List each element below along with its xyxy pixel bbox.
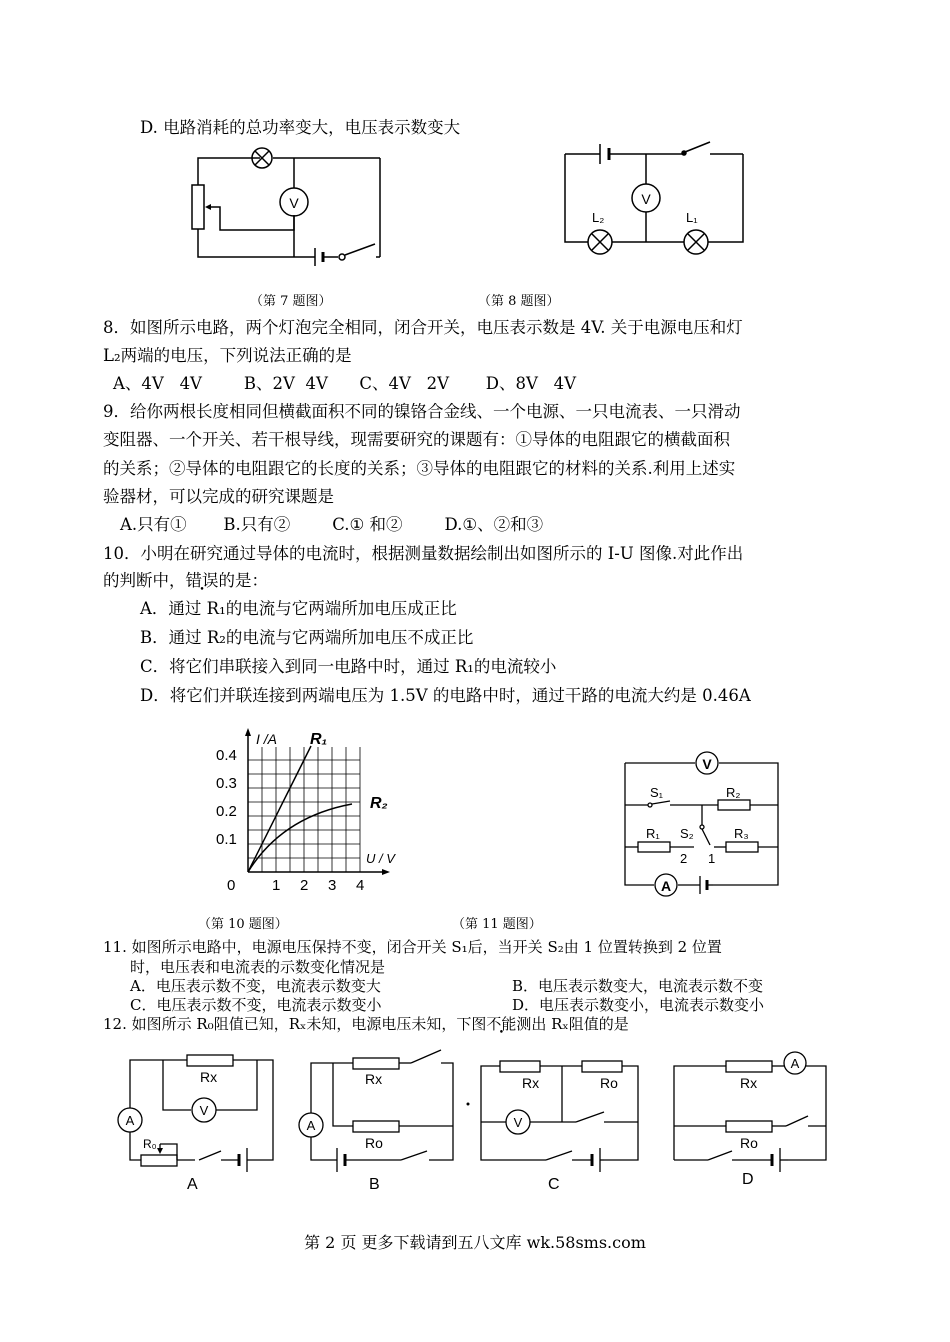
- figure-12-option-d-circuit: [668, 1048, 838, 1193]
- x-tick: 1: [272, 877, 281, 894]
- voltmeter-label: V: [513, 1115, 523, 1130]
- switch-icon: [411, 1050, 441, 1063]
- q10-option-a: A．通过 R₁的电流与它两端所加电压成正比: [140, 599, 457, 618]
- switch-icon: [199, 1151, 221, 1160]
- rx-resistor: [353, 1058, 399, 1069]
- q11-option-c: C．电压表示数不变，电流表示数变小: [130, 996, 382, 1014]
- y-axis-label: I /A: [256, 731, 278, 747]
- r0-rheostat: [141, 1155, 177, 1166]
- q12-stem-post: 测出 Rₓ阻值的是: [516, 1015, 629, 1033]
- q10-option-d: D．将它们并联连接到两端电压为 1.5V 的电路中时，通过干路的电流大约是 0.46A: [140, 686, 751, 705]
- wire: [130, 1132, 141, 1160]
- lamp-l2-label: L₂: [592, 210, 605, 225]
- s1-pivot: [648, 803, 652, 807]
- wire: [160, 1144, 177, 1160]
- wire: [198, 158, 260, 185]
- q10-line-2-post: 的是：: [218, 571, 268, 590]
- switch-icon: [786, 1116, 808, 1126]
- q9-line-4: 验器材，可以完成的研究课题是: [103, 487, 334, 506]
- option-a-label: A: [187, 1176, 198, 1193]
- rx-resistor: [187, 1055, 233, 1066]
- q9-line-3: 的关系；②导体的电阻跟它的长度的关系；③导体的电阻跟它的材料的关系.利用上述实: [103, 459, 736, 478]
- wire: [311, 1137, 337, 1160]
- option-d-label: D: [742, 1171, 754, 1188]
- page-footer: 第 2 页 更多下载请到五八文库 wk.58sms.com: [304, 1233, 646, 1252]
- slider-arrow: [205, 204, 211, 210]
- wire: [216, 1060, 257, 1110]
- figure-8-circuit: [560, 140, 750, 255]
- slider-wire: [208, 207, 294, 230]
- separator-dot: [464, 1100, 472, 1108]
- r1-label: R₁: [310, 731, 328, 748]
- q11-option-a: A．电压表示数不变，电流表示数变大: [130, 977, 381, 995]
- x-tick: 0: [227, 877, 236, 894]
- q10-line-2: [103, 571, 268, 591]
- switch-icon: [685, 142, 710, 152]
- rheostat-icon: [192, 185, 204, 229]
- rx-label: Rx: [740, 1075, 758, 1091]
- r2-label: R₂: [726, 785, 741, 800]
- voltmeter-label: V: [702, 756, 712, 772]
- ammeter-label: A: [125, 1113, 135, 1128]
- q11-option-d: D．电压表示数变小，电流表示数变小: [512, 996, 765, 1014]
- wire: [708, 154, 743, 242]
- r0-label: Ro: [600, 1075, 618, 1091]
- s2-position-2: 2: [680, 851, 688, 866]
- wire: [163, 1060, 191, 1110]
- q10-line-2-pre: 的判断中，: [103, 571, 186, 590]
- figure-11-circuit: [618, 745, 788, 900]
- r1-line: [248, 746, 311, 872]
- wire: [481, 1066, 500, 1103]
- ammeter-label: A: [306, 1118, 316, 1133]
- figure-7-circuit: [180, 140, 390, 270]
- x-tick: 3: [328, 877, 337, 894]
- q7-option-d: D. 电路消耗的总功率变大，电压表示数变大: [140, 118, 461, 137]
- q10-option-b: B．通过 R₂的电流与它两端所加电压不成正比: [140, 628, 474, 647]
- option-b-label: B: [369, 1176, 380, 1193]
- x-axis-label: U / V: [366, 851, 395, 866]
- r0-label: Ro: [740, 1135, 758, 1151]
- switch-pivot: [339, 254, 345, 260]
- r2-label: R₂: [370, 795, 388, 812]
- wire: [198, 229, 315, 257]
- q9-options: A.只有① B.只有② C.① 和② D.①、②和③: [120, 515, 544, 534]
- r2-resistor: [718, 800, 750, 810]
- s1-switch-icon: [652, 801, 670, 804]
- slider-arrow: [157, 1148, 163, 1154]
- r0-label: Ro: [365, 1135, 383, 1151]
- voltmeter-label: V: [199, 1103, 209, 1118]
- r1-label: R₁: [646, 826, 660, 841]
- q8-line-1: 8．如图所示电路，两个灯泡完全相同，闭合开关，电压表示数是 4V. 关于电源电压和灯: [103, 318, 743, 337]
- figure-12-option-a-circuit: [115, 1048, 280, 1193]
- q12-emphasis-cannot: 不能: [486, 1015, 517, 1033]
- rx-label: Rx: [522, 1075, 540, 1091]
- q8-line-2: L₂两端的电压，下列说法正确的是: [103, 346, 352, 365]
- voltmeter-label: V: [641, 191, 651, 207]
- voltmeter-label: V: [289, 195, 299, 211]
- switch-icon: [345, 244, 375, 255]
- ammeter-label: A: [660, 878, 672, 894]
- y-tick: 0.3: [216, 775, 237, 792]
- s2-position-1: 1: [708, 851, 716, 866]
- lamp-l1-label: L₁: [686, 210, 698, 225]
- q11-line-2: 时，电压表和电流表的示数变化情况是: [130, 958, 386, 976]
- r0-label: R₀: [143, 1137, 157, 1151]
- rx-label: Rx: [200, 1069, 218, 1085]
- rx-resistor: [726, 1061, 772, 1072]
- r0-resistor: [353, 1121, 399, 1132]
- wire: [333, 1063, 353, 1126]
- s2-label: S₂: [680, 826, 694, 841]
- x-tick: 2: [300, 877, 309, 894]
- wire: [429, 1063, 453, 1160]
- figure-10-caption: （第 10 题图）: [198, 917, 288, 932]
- option-c-label: C: [548, 1176, 560, 1193]
- q10-line-1: 10．小明在研究通过导体的电流时，根据测量数据绘制出如图所示的 I-U 图像.对此作出: [103, 544, 744, 563]
- q10-option-c: C．将它们串联接入到同一电路中时，通过 R₁的电流较小: [140, 657, 557, 676]
- rx-resistor: [500, 1061, 540, 1072]
- s2-pivot: [700, 825, 704, 829]
- rx-label: Rx: [365, 1071, 383, 1087]
- q12-stem: [103, 1014, 629, 1034]
- q9-line-2: 变阻器、一个开关、若干根导线，现需要研究的课题有：①导体的电阻跟它的横截面积: [103, 430, 730, 449]
- r1-resistor: [638, 842, 670, 852]
- y-axis-arrow: [245, 728, 251, 736]
- q10-emphasis-wrong: 错误: [185, 571, 219, 590]
- q11-line-1: 11. 如图所示电路中，电源电压保持不变，闭合开关 S₁后，当开关 S₂由 1 位置转换到 2 位置: [103, 938, 722, 956]
- q12-stem-pre: 12. 如图所示 R₀阻值已知，Rₓ未知，电源电压未知，下图: [103, 1015, 487, 1033]
- switch-icon: [401, 1151, 427, 1160]
- wire: [713, 763, 778, 885]
- q9-line-1: 9．给你两根长度相同但横截面积不同的镍铬合金线、一个电源、一只电流表、一只滑动: [103, 402, 741, 421]
- switch-icon: [576, 1112, 604, 1122]
- wire: [625, 763, 654, 885]
- y-tick: 0.2: [216, 803, 237, 820]
- wire: [565, 154, 588, 242]
- r2-curve: [248, 804, 352, 872]
- x-tick: 4: [356, 877, 365, 894]
- q11-option-b: B．电压表示数变大，电流表示数不变: [512, 977, 764, 995]
- s2-switch-icon: [702, 829, 710, 845]
- figure-12-option-c-circuit: [476, 1048, 646, 1193]
- wire: [788, 1066, 826, 1160]
- figure-7-caption: （第 7 题图）: [250, 294, 332, 309]
- switch-icon: [546, 1151, 572, 1160]
- wire: [130, 1060, 187, 1108]
- x-axis-arrow: [382, 869, 390, 875]
- wire: [311, 1063, 353, 1113]
- ammeter-label: A: [790, 1056, 800, 1071]
- switch-icon: [708, 1151, 732, 1160]
- figure-11-caption: （第 11 题图）: [452, 917, 542, 932]
- s1-label: S₁: [650, 785, 664, 800]
- figure-12-option-b-circuit: [293, 1048, 458, 1193]
- r0-resistor: [582, 1061, 622, 1072]
- y-tick: 0.4: [216, 747, 237, 764]
- q8-options: A、4V 4V B、2V 4V C、4V 2V D、8V 4V: [113, 374, 577, 393]
- y-tick: 0.1: [216, 831, 237, 848]
- r3-label: R₃: [734, 826, 749, 841]
- figure-10-iu-graph: [212, 722, 402, 900]
- graph-grid: [248, 747, 360, 872]
- wire: [674, 1066, 726, 1160]
- r0-resistor: [726, 1121, 772, 1132]
- figure-8-caption: （第 8 题图）: [478, 294, 560, 309]
- r3-resistor: [726, 842, 758, 852]
